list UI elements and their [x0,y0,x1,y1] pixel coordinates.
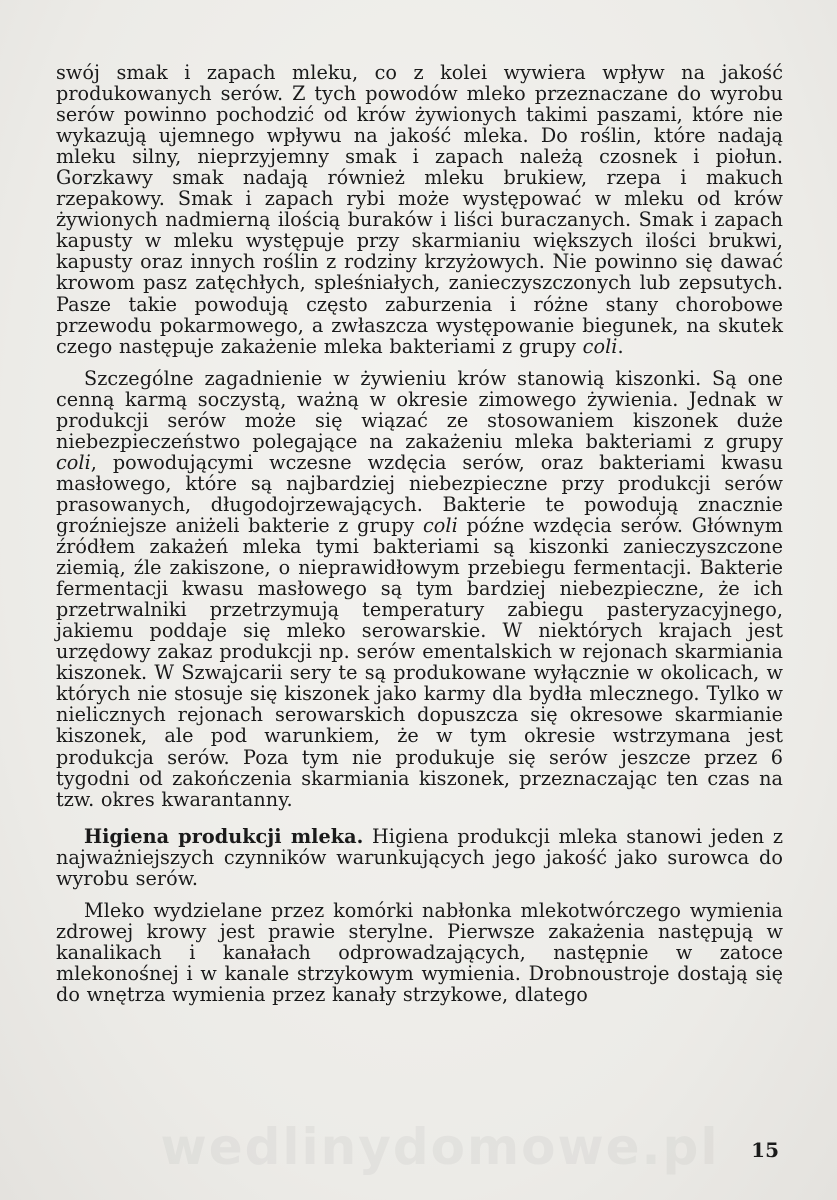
text-run: Mleko wydzielane przez komórki nabłonka mlekotwórczego wymienia zdrowej krowy jest prawie sterylne. Pierwsze zakażenia następują w kanalikach i kanałach odprowadzających, następnie w zatoce mlekonośnej i w kanale strzykowym wymienia. Drobnoustroje dostają się do wnętrza wymienia przez kanały strzykowe, dlatego [56,898,783,1006]
text-run: , powodującymi wczesne wzdęcia serów, oraz bakteriami kwasu masłowego, które są najbardziej niebezpieczne przy produkcji serów prasowanych, długodojrzewających. Bakterie te powodują znacznie groźniejsze aniżeli bakterie z grupy [56,450,783,537]
paragraph-kiszonki [56,368,783,810]
paragraph-mleko-wydzielane [56,900,783,1005]
section-run-in-heading: Higiena produkcji mleka. [84,824,364,848]
page-body-text [56,62,783,1016]
text-run: swój smak i zapach mleku, co z kolei wywiera wpływ na jakość produkowanych serów. Z tych powodów mleko przeznaczane do wyrobu serów powinno pochodzić od krów żywionych takimi paszami, które nie wykazują ujemnego wpływu na jakość mleka. Do roślin, które nadają mleku silny, nieprzyjemny smak i zapach należą czosnek i piołun. Gorzkawy smak nadają również mleku brukiew, rzepa i makuch rzepakowy. Smak i zapach rybi może występować w mleku od krów żywionych nadmierną ilością buraków i liści buraczanych. Smak i zapach kapusty w mleku występuje przy skarmianiu większych ilości brukwi, kapusty oraz innych roślin z rodziny krzyżowych. Nie powinno się dawać krowom pasz zatęchłych, spleśniałych, zanieczyszczonych lub zepsutych. Pasze takie powodują często zaburzenia i różne stany chorobowe przewodu pokarmowego, a zwłaszcza występowanie biegunek, na skutek czego następuje zakażenie mleka bakteriami z grupy [56,61,783,358]
watermark-text: wedlinydomowe.pl [160,1118,720,1176]
text-run-italic-coli: coli [56,450,91,474]
text-run-italic-coli: coli [582,334,618,358]
text-run: Szczególne zagadnienie w żywieniu krów stanowią kiszonki. Są one cenną karmą soczystą, ważną w okresie zimowego żywienia. Jednak w produkcji serów może się wiązać ze stosowaniem kiszonek duże niebezpieczeństwo polegające na zakażeniu mleka bakteriami z grupy [56,366,783,453]
text-run: . [617,334,624,358]
paragraph-continuation [56,62,783,357]
text-run: późne wzdęcia serów. Głównym źródłem zakażeń mleka tymi bakteriami są kiszonki zanieczyszczone ziemią, źle zakiszone, o nieprawidłowym przebiegu fermentacji. Bakterie fermentacji kwasu masłowego są tym bardziej niebezpieczne, że ich przetrwalniki przetrzymują temperatury zabiegu pasteryzacyjnego, jakiemu poddaje się mleko serowarskie. W niektórych krajach jest urzędowy zakaz produkcji np. serów ementalskich w rejonach skarmiania kiszonek. W Szwajcarii sery te są produkowane wyłącznie w okolicach, w których nie stosuje się kiszonek jako karmy dla bydła mlecznego. Tylko w nielicznych rejonach serowarskich dopuszcza się okresowe skarmianie kiszonek, ale pod warunkiem, że w tym okresie wstrzymana jest produkcja serów. Poza tym nie produkuje się serów jeszcze przez 6 tygodni od zakończenia skarmiania kiszonek, przeznaczając ten czas na tzw. okres kwarantanny. [56,513,783,811]
text-run-italic-coli: coli [423,513,458,537]
paragraph-higiena [56,826,783,889]
page-number: 15 [751,1138,779,1162]
text-run: Higiena produkcji mleka stanowi jeden z najważniejszych czynników warunkujących jego jakość jako surowca do wyrobu serów. [56,824,783,890]
